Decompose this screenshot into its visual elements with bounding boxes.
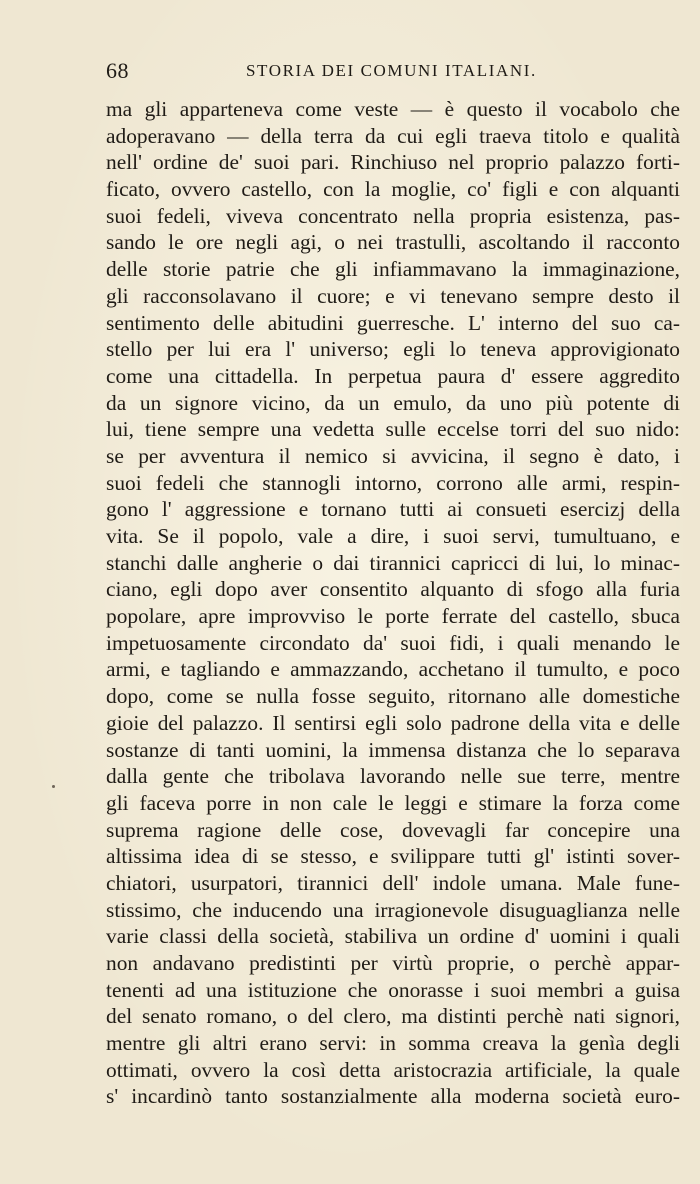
text-line: nell' ordine de' suoi pari. Rinchiuso nel proprio palazzo forti- bbox=[106, 150, 680, 175]
text-line: sentimento delle abitudini guerresche. L' interno del suo ca- bbox=[106, 310, 680, 335]
text-line: come una cittadella. In perpetua paura d' essere aggredito bbox=[106, 363, 680, 388]
text-line: del senato romano, o del clero, ma distinti perchè nati signori, bbox=[106, 1004, 680, 1029]
text-line: da un signore vicino, da un emulo, da uno più potente di bbox=[106, 390, 680, 415]
text-line: ottimati, ovvero la così detta aristocrazia artificiale, la quale bbox=[106, 1057, 680, 1082]
text-line: dopo, come se nulla fosse seguito, ritornano alle domestiche bbox=[106, 684, 680, 709]
text-line: non andavano predistinti per virtù proprie, o perchè appar- bbox=[106, 951, 680, 975]
text-line: ciano, egli dopo aver consentito alquanto di sfogo alla furia bbox=[106, 577, 680, 602]
page-header bbox=[106, 58, 680, 88]
text-line: ficato, ovvero castello, con la moglie, co' figli e con alquanti bbox=[106, 177, 680, 202]
text-line: adoperavano — della terra da cui egli traeva titolo e qualità bbox=[106, 123, 680, 148]
margin-speck bbox=[52, 785, 55, 788]
text-line: chiatori, usurpatori, tirannici dell' indole umana. Male fune- bbox=[106, 870, 680, 895]
text-line: stello per lui era l' universo; egli lo teneva approvigionato bbox=[106, 337, 680, 362]
text-line: popolare, apre improvviso le porte ferrate del castello, sbuca bbox=[106, 604, 680, 629]
text-line: gli faceva porre in non cale le leggi e stimare la forza come bbox=[106, 790, 680, 815]
text-line: suoi fedeli che stannogli intorno, corrono alle armi, respin- bbox=[106, 470, 680, 495]
text-line: lui, tiene sempre una vedetta sulle eccelse torri del suo nido: bbox=[106, 417, 680, 442]
page-number: 68 bbox=[106, 58, 129, 83]
running-title: STORIA DEI COMUNI ITALIANI. bbox=[246, 61, 537, 80]
text-line: mentre gli altri erano servi: in somma creava la genìa degli bbox=[106, 1031, 680, 1056]
text-line: varie classi della società, stabiliva un ordine d' uomini i quali bbox=[106, 924, 680, 949]
text-line: vita. Se il popolo, vale a dire, i suoi servi, tumultuano, e bbox=[106, 524, 680, 548]
text-line: sando le ore negli agi, o nei trastulli, ascoltando il racconto bbox=[106, 230, 680, 255]
text-line: stissimo, che inducendo una irragionevole disuguaglianza nelle bbox=[106, 897, 680, 922]
text-line: stanchi dalle angherie o dai tirannici capricci di lui, lo minac- bbox=[106, 550, 680, 575]
text-line: gli racconsolavano il cuore; e vi tenevano sempre desto il bbox=[106, 283, 680, 308]
text-line: sostanze di tanti uomini, la immensa distanza che lo separava bbox=[106, 737, 680, 762]
text-line: tenenti ad una istituzione che onorasse i suoi membri a guisa bbox=[106, 977, 680, 1002]
text-line: impetuosamente circondato da' suoi fidi, i quali menando le bbox=[106, 630, 680, 655]
text-line: s' incardinò tanto sostanzialmente alla moderna società euro- bbox=[106, 1084, 680, 1109]
body-text bbox=[106, 96, 680, 1110]
text-line: altissima idea di se stesso, e svilippare tutti gl' istinti sover- bbox=[106, 844, 680, 869]
text-line: armi, e tagliando e ammazzando, acchetano il tumulto, e poco bbox=[106, 657, 680, 682]
text-line: gono l' aggressione e tornano tutti ai consueti esercizj della bbox=[106, 497, 680, 522]
text-line: ma gli apparteneva come veste — è questo il vocabolo che bbox=[106, 97, 680, 121]
text-line: suoi fedeli, viveva concentrato nella propria esistenza, pas- bbox=[106, 203, 680, 228]
text-line: dalla gente che tribolava lavorando nelle sue terre, mentre bbox=[106, 764, 680, 789]
text-line: delle storie patrie che gli infiammavano la immaginazione, bbox=[106, 257, 680, 282]
text-line: gioie del palazzo. Il sentirsi egli solo padrone della vita e delle bbox=[106, 710, 680, 735]
text-line: suprema ragione delle cose, dovevagli far concepire una bbox=[106, 817, 680, 842]
text-line: se per avventura il nemico si avvicina, il segno è dato, i bbox=[106, 443, 680, 468]
